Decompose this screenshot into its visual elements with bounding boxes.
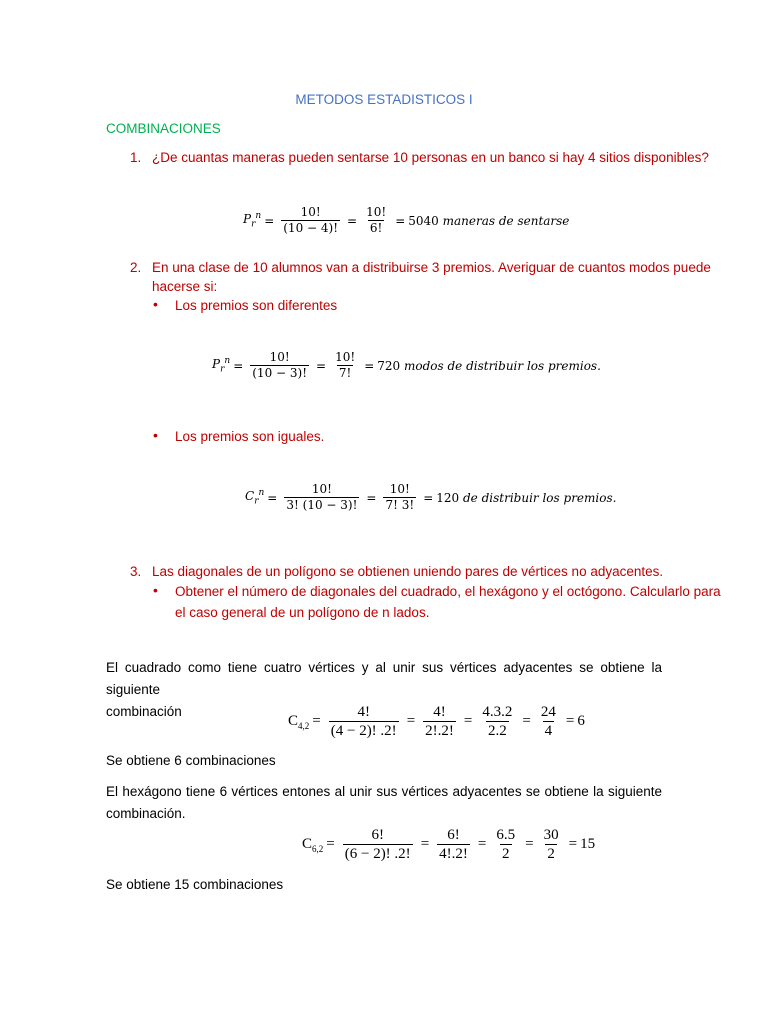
q2-equation-2: $C_r^n$ = $\frac{10!}{3! (10 - 3)!}$ = $\frac{10!}{7! 3!}$ = 120 de distribuir los premios. xyxy=(245,482,617,512)
q1-equation: $P_r^n$ = $\frac{10!}{(10 - 4)!}$ = $\frac{10!}{6!}$ = 5040 maneras de sentarse xyxy=(243,205,570,235)
q3-text: Las diagonales de un polígono se obtienen uniendo pares de vértices no adyacentes. xyxy=(152,564,664,579)
q1-fraction-2: $\frac{10!}{6!}$ xyxy=(366,205,387,235)
q2-text-line2: hacerse si: xyxy=(152,279,218,294)
q1-fraction-1: $\frac{10!}{(10 - 4)!}$ xyxy=(283,205,339,235)
cuadrado-paragraph: El cuadrado como tiene cuatro vértices y al unir sus vértices adyacentes se obtiene la siguiente combinación xyxy=(106,660,662,719)
q1-number: 1. xyxy=(130,150,142,165)
bullet-icon: • xyxy=(153,296,158,312)
comb-symbol: $C_r^n$ xyxy=(245,488,265,507)
bullet-icon: • xyxy=(153,582,158,598)
hexagono-equation: $C_{6,2}$ = $\frac{6!}{(6 - 2)! .2!}$ = $\frac{6!}{4!.2!}$ = $\frac{6.5}{2}$ = $\frac{30}{2}$ = 15 xyxy=(302,827,596,862)
q2-number: 2. xyxy=(130,260,142,275)
q1-text: ¿De cuantas maneras pueden sentarse 10 personas en un banco si hay 4 sitios disponibles? xyxy=(152,150,709,165)
q2-equation-1: $P_r^n$ = $\frac{10!}{(10 - 3)!}$ = $\frac{10!}{7!}$ = 720 modos de distribuir los premios. xyxy=(212,350,601,380)
q1-result-text: maneras de sentarse xyxy=(442,213,570,228)
q2-text-line1: En una clase de 10 alumnos van a distribuirse 3 premios. Averiguar de cuantos modos puede xyxy=(152,260,711,275)
hexagono-paragraph: El hexágono tiene 6 vértices entones al unir sus vértices adyacentes se obtiene la siguiente combinación. xyxy=(106,784,662,821)
q3-bullet-line1: Obtener el número de diagonales del cuadrado, el hexágono y el octógono. Calcularlo para xyxy=(175,584,721,599)
document-title: METODOS ESTADISTICOS I xyxy=(295,92,473,107)
cuadrado-equation: $C_{4,2}$ = $\frac{4!}{(4 - 2)! .2!}$ = $\frac{4!}{2!.2!}$ = $\frac{4.3.2}{2.2}$ = $\frac{24}{4}$ = 6 xyxy=(288,704,585,739)
bullet-icon: • xyxy=(153,427,158,443)
perm-symbol: $P_r^n$ xyxy=(243,211,262,230)
q2-bullet2: Los premios son iguales. xyxy=(175,429,325,444)
section-heading: COMBINACIONES xyxy=(106,121,221,136)
q3-bullet-line2: el caso general de un polígono de n lados. xyxy=(175,605,430,620)
q2-bullet1: Los premios son diferentes xyxy=(175,298,338,313)
perm-symbol: $P_r^n$ xyxy=(212,356,231,375)
q3-number: 3. xyxy=(130,564,142,579)
hexagono-summary: Se obtiene 15 combinaciones xyxy=(106,877,284,892)
cuadrado-summary: Se obtiene 6 combinaciones xyxy=(106,753,276,768)
q1-result: 5040 xyxy=(408,213,439,228)
